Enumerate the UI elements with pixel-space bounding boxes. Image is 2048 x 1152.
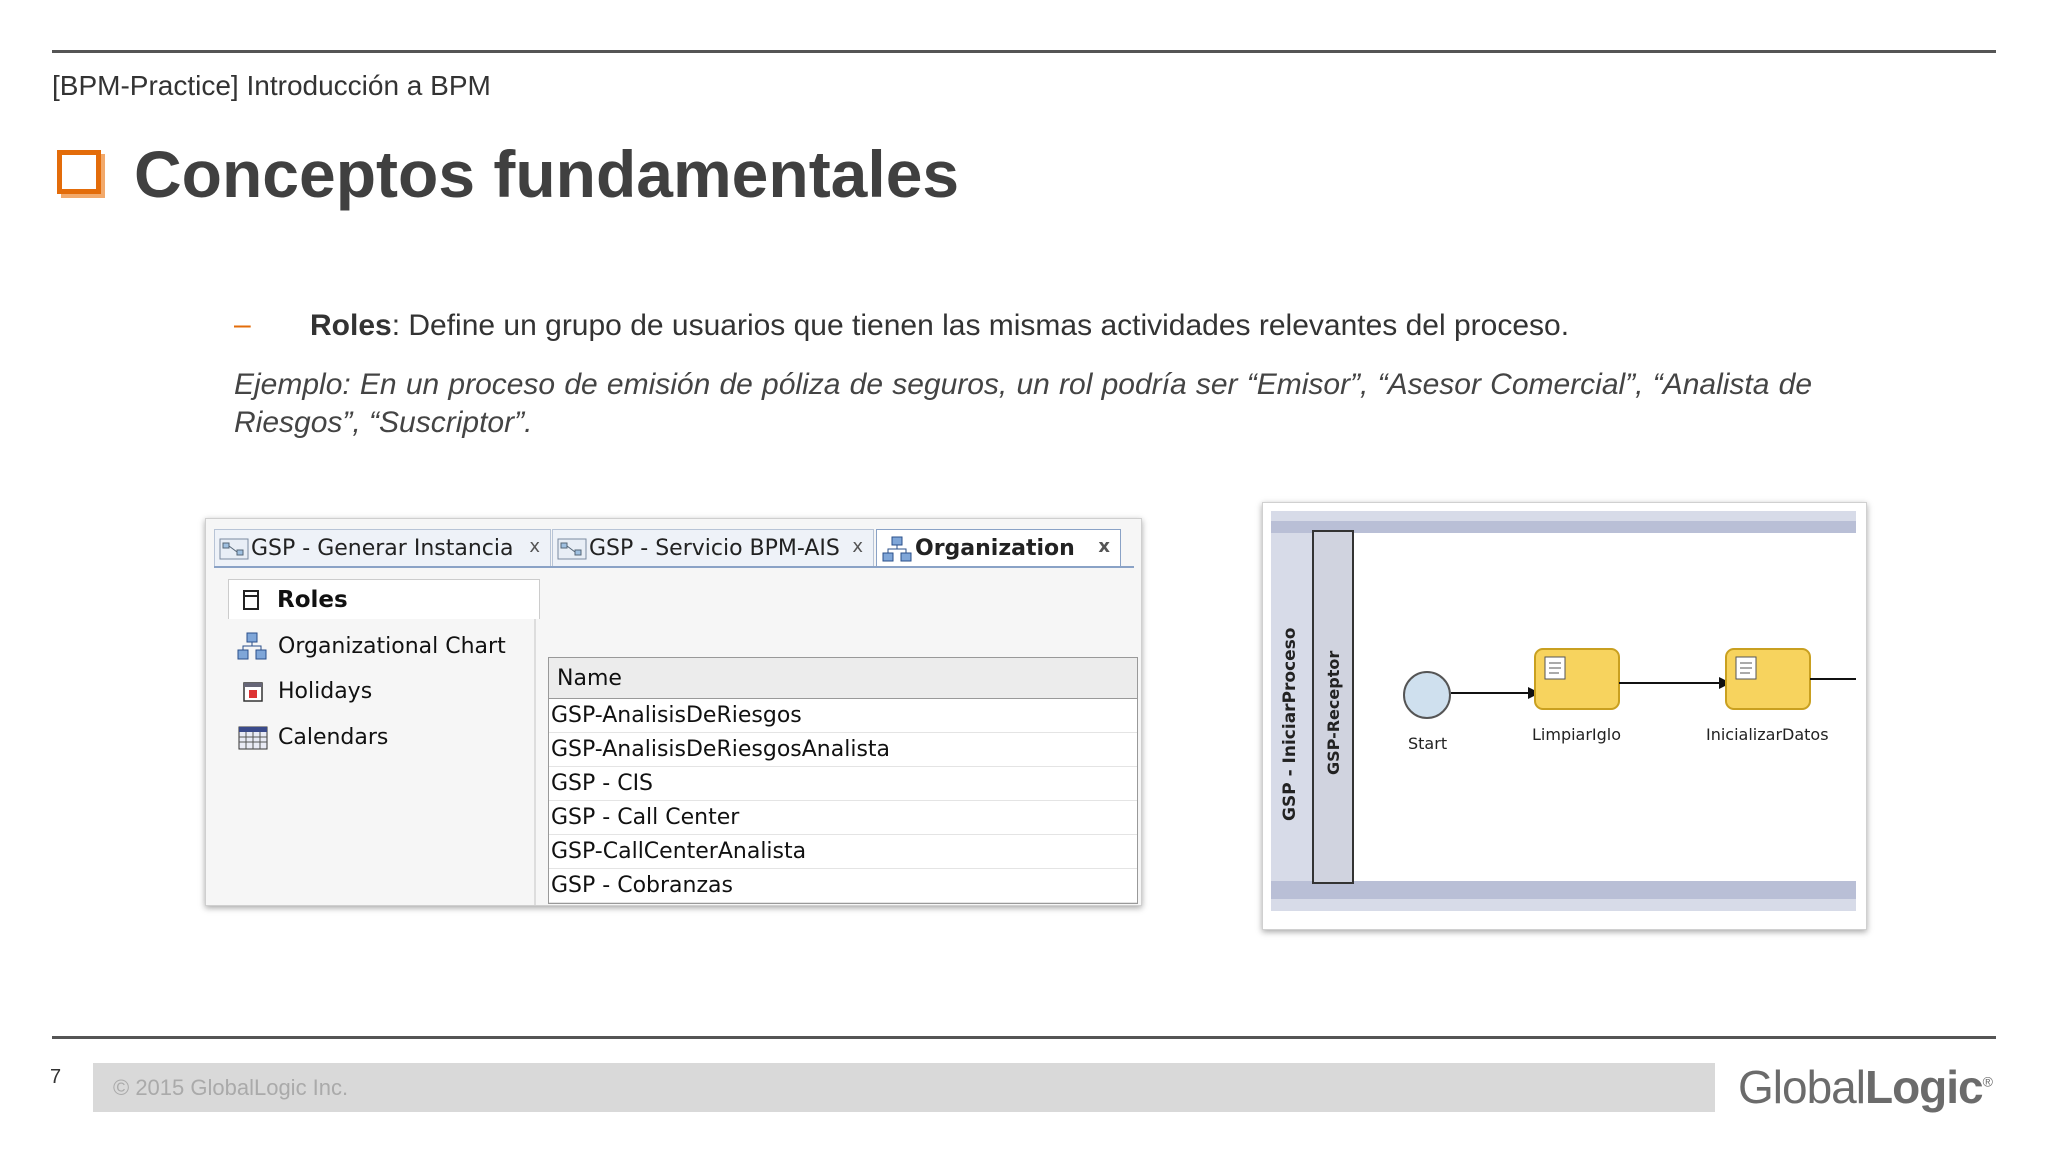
nav-label: Calendars	[278, 725, 389, 750]
example-text: Ejemplo: En un proceso de emisión de póliza de seguros, un rol podría ser “Emisor”, “Asesor Comercial”, “Analista de Riesgos”, “Suscriptor”.	[234, 368, 1812, 439]
roles-table	[548, 657, 1138, 904]
nav-organizational-chart[interactable]	[236, 631, 506, 661]
script-task-icon	[1545, 657, 1565, 679]
nav-label: Holidays	[278, 679, 373, 704]
table-row[interactable]: GSP-AnalisisDeRiesgosAnalista	[549, 733, 1137, 767]
nav-roles-label: Roles	[277, 586, 348, 613]
organization-icon	[881, 535, 913, 563]
nav-label: Organizational Chart	[278, 633, 506, 659]
bullet-roles	[310, 309, 1569, 343]
org-chart-icon	[236, 631, 268, 661]
tab-organization[interactable]	[876, 529, 1121, 567]
course-header: [BPM-Practice] Introducción a BPM	[52, 70, 491, 101]
tab-generar-instancia[interactable]	[214, 529, 551, 567]
task1-label: LimpiarIglo	[1532, 725, 1622, 744]
tab-label: GSP - Generar Instancia	[251, 536, 514, 561]
slide-title: Conceptos fundamentales	[134, 137, 960, 211]
script-task-icon	[1736, 657, 1756, 679]
tab-servicio-bpm-ais[interactable]	[552, 529, 874, 567]
pool-top-band	[1271, 521, 1856, 533]
process-diagram-screenshot	[1262, 502, 1867, 930]
process-diagram	[1263, 503, 1866, 929]
process-icon	[557, 536, 587, 562]
bullet-dash: –	[234, 308, 251, 341]
nav-calendars[interactable]	[238, 725, 388, 750]
start-event[interactable]	[1404, 672, 1450, 718]
top-rule	[52, 50, 1996, 53]
pool-bottom-band	[1271, 881, 1856, 899]
calendar-icon	[238, 726, 268, 750]
table-row[interactable]: GSP - Call Center	[549, 801, 1137, 835]
title-checkbox-icon	[57, 150, 101, 194]
copyright-text: © 2015 GlobalLogic Inc.	[113, 1075, 349, 1100]
globallogic-logo	[1738, 1060, 1992, 1114]
tab-label: Organization	[915, 536, 1075, 561]
panel-divider	[534, 619, 536, 905]
bottom-rule	[52, 1036, 1996, 1039]
table-row[interactable]: GSP-AnalisisDeRiesgos	[549, 699, 1137, 733]
table-row[interactable]: GSP-CallCenterAnalista	[549, 835, 1137, 869]
bullet-term: Roles	[310, 309, 392, 342]
start-label: Start	[1408, 734, 1448, 753]
lane-label: GSP-Receptor	[1324, 650, 1343, 775]
tab-underline	[214, 566, 1134, 568]
organization-screenshot	[205, 518, 1142, 906]
page-number: 7	[50, 1066, 62, 1088]
tab-label: GSP - Servicio BPM-AIS	[589, 536, 840, 561]
table-row[interactable]: GSP - Cobranzas	[549, 869, 1137, 903]
holidays-icon	[242, 681, 264, 703]
task2-label: InicializarDatos	[1706, 725, 1829, 744]
nav-roles[interactable]	[228, 579, 540, 619]
logo-regular: Global	[1738, 1061, 1865, 1113]
logo-bold: Logic	[1864, 1061, 1983, 1113]
process-icon	[219, 536, 249, 562]
table-header-name[interactable]: Name	[549, 658, 1137, 699]
table-row[interactable]: GSP - CIS	[549, 767, 1137, 801]
close-icon[interactable]: x	[852, 536, 863, 557]
bullet-text: : Define un grupo de usuarios que tienen las mismas actividades relevantes del proceso.	[391, 309, 1570, 342]
pool-label: GSP - IniciarProceso	[1280, 627, 1300, 821]
roles-icon	[241, 589, 261, 611]
footer-bar	[93, 1063, 1715, 1112]
logo-mark: ®	[1982, 1073, 1992, 1090]
close-icon[interactable]: x	[529, 536, 540, 557]
nav-holidays[interactable]	[242, 679, 372, 704]
close-icon[interactable]: x	[1098, 536, 1110, 557]
